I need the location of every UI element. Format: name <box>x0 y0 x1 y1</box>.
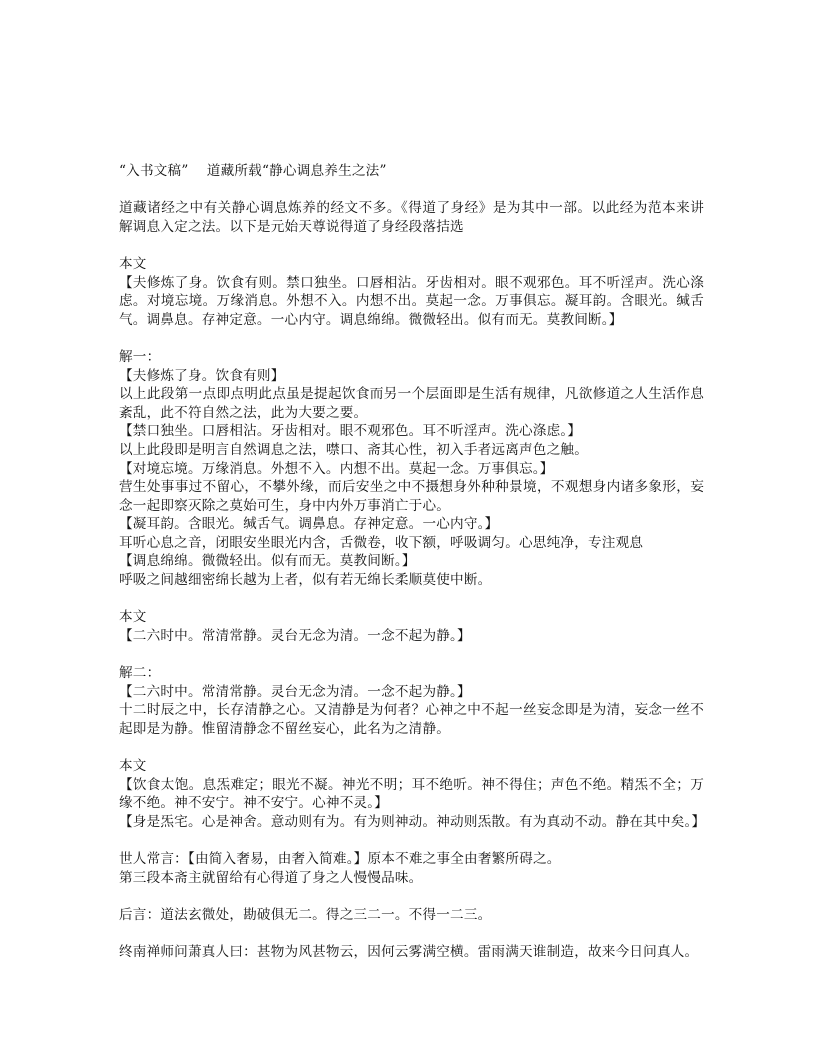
explanation-quote: 【凝耳韵。含眼光。缄舌气。调鼻息。存神定意。一心内守。】 <box>119 516 499 533</box>
document-title: “入书文稿” 道藏所载“静心调息养生之法” <box>119 163 387 179</box>
section-2 <box>119 608 704 645</box>
spacer <box>119 887 704 906</box>
explanation-comment: 以上此段第一点即点明此点虽是提起饮食而另一个层面即是生活有规律，凡欲修道之人生活作息紊乱，此不符自然之法，此为大要之要。 <box>119 386 704 421</box>
explanation-heading: 解二： <box>119 665 161 682</box>
explanation-comment: 以上此段即是明言自然调息之法，噤口、斋其心性，初入手者远离声色之触。 <box>119 441 588 458</box>
intro-paragraph: 道藏诸经之中有关静心调息炼养的经文不多。《得道了身经》是为其中一部。以此经为范本来讲解调息入定之法。以下是元始天尊说得道了身经段落拮选 <box>119 200 704 235</box>
scripture-text: 【身是炁宅。心是神舍。意动则有为。有为则神动。神动则炁散。有为真动不动。静在其中矣。】 <box>119 813 706 830</box>
saying-line: 第三段本斋主就留给有心得道了身之人慢慢品味。 <box>119 869 423 886</box>
document-page <box>119 162 704 962</box>
section-heading: 本文 <box>119 255 147 272</box>
scripture-text: 【饮食太饱。息炁难定；眼光不凝。神光不明；耳不绝听。神不得住；声色不绝。精炁不全；万缘不绝。神不安宁。神不安宁。心神不灵。】 <box>119 776 704 812</box>
closing-verse: 终南禅师问萧真人曰：甚物为风甚物云，因何云雾满空横。雷雨满天谁制造，故来今日问真人。 <box>119 943 699 960</box>
explanation-quote: 【调息绵绵。微微轻出。似有而无。莫教间断。】 <box>119 553 416 570</box>
spacer <box>119 738 704 757</box>
afterword: 后言：道法玄微处，勘破俱无二。得之三二一。不得一二三。 <box>119 906 492 923</box>
saying-block <box>119 850 704 887</box>
explanation-quote: 【禁口独坐。口唇相沾。牙齿相对。眼不观邪色。耳不听淫声。洗心涤虑。】 <box>119 423 582 440</box>
scripture-text: 【夫修炼了身。饮食有则。禁口独坐。口唇相沾。牙齿相对。眼不观邪色。耳不听淫声。洗心涤虑。对境忘境。万缘消息。外想不入。内想不出。莫起一念。万事俱忘。凝耳韵。含眼光。缄舌气。调鼻息。存神定意。一心内守。调息绵绵。微微轻出。似有而无。莫教间断。】 <box>119 274 704 328</box>
explanation-comment: 耳听心息之音，闭眼安坐眼光内含，舌微卷，收下额，呼吸调匀。心思纯净，专注观息 <box>119 534 644 551</box>
section-heading: 本文 <box>119 758 147 774</box>
spacer <box>119 329 704 348</box>
scripture-text: 【二六时中。常清常静。灵台无念为清。一念不起为静。】 <box>119 627 471 644</box>
explanation-comment: 十二时辰之中，长存清静之心。又清静是为何者？心神之中不起一丝妄念即是为清，妄念一丝不起即是为静。惟留清静念不留丝妄心，此名为之清静。 <box>119 702 704 737</box>
explanation-quote: 【夫修炼了身。饮食有则】 <box>119 367 285 384</box>
section-3 <box>119 757 704 831</box>
explanation-comment: 呼吸之间越细密绵长越为上者，似有若无绵长柔顺莫使中断。 <box>119 572 492 589</box>
spacer <box>119 236 704 255</box>
section-1 <box>119 255 704 329</box>
explanation-quote: 【二六时中。常清常静。灵台无念为清。一念不起为静。】 <box>119 683 471 700</box>
explanation-comment: 营生处事事过不留心，不攀外缘，而后安坐之中不摄想身外种种景境，不观想身内诸多象形，妄念一起即察灭除之莫始可生，身中内外万事消亡于心。 <box>119 479 704 514</box>
spacer <box>119 590 704 609</box>
spacer <box>119 831 704 850</box>
spacer <box>119 645 704 664</box>
explanation-quote: 【对境忘境。万缘消息。外想不入。内想不出。莫起一念。万事俱忘。】 <box>119 460 554 477</box>
explanation-heading: 解一： <box>119 348 161 365</box>
section-heading: 本文 <box>119 609 147 626</box>
explanation-2 <box>119 664 704 738</box>
saying-line: 世人常言：【由简入奢易，由奢入简难。】原本不难之事全由奢繁所碍之。 <box>119 850 561 867</box>
explanation-1 <box>119 348 704 590</box>
spacer <box>119 924 704 943</box>
spacer <box>119 181 704 200</box>
